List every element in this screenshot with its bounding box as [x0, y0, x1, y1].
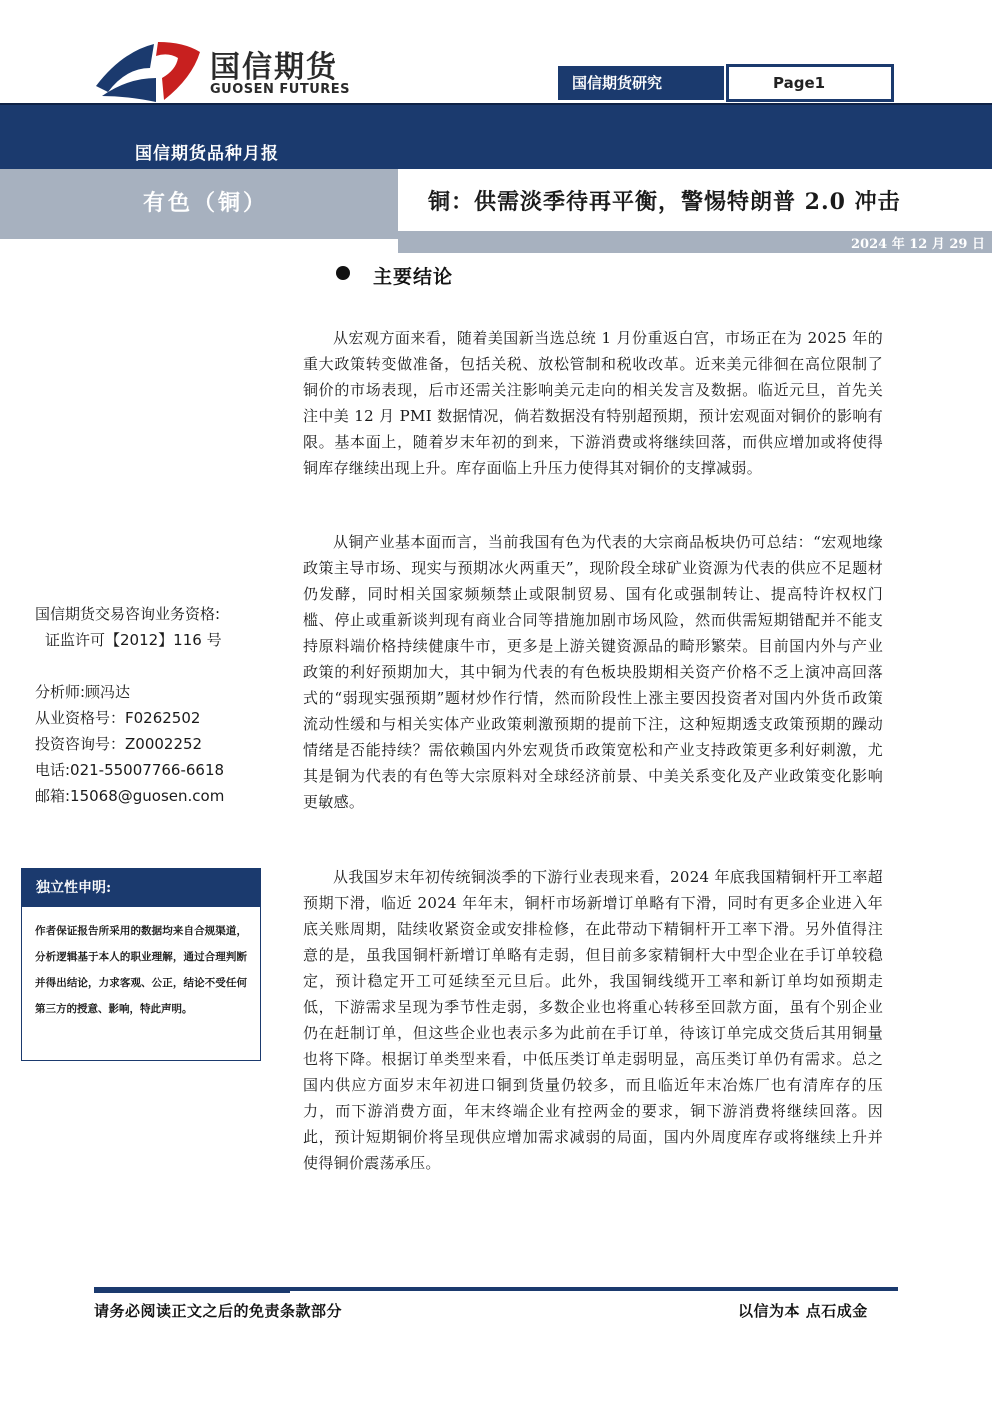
research-tag: 国信期货研究	[558, 66, 724, 100]
analyst-info	[35, 601, 285, 809]
footer-disclaimer-note: 请务必阅读正文之后的免责条款部分	[94, 1302, 343, 1320]
sector-label: 有色（铜）	[143, 190, 269, 216]
independence-title: 独立性申明:	[22, 869, 260, 907]
footer-motto: 以信为本 点石成金	[738, 1302, 868, 1320]
paragraph-macro: 从宏观方面来看，随着美国新当选总统 1 月份重返白宫，市场正在为 2025 年的重大政策转变做准备，包括关税、放松管制和税收改革。近来美元徘徊在高位限制了铜价的市场表现，后市还需关注影响美元走向的相关发言及数据。临近元旦，首先关注中美 12 月 PMI 数据情况，倘若数据没有特别超预期，预计宏观面对铜价的影响有限。基本面上，随着岁末年初的到来，下游消费或将继续回落，而供应增加或将使得铜库存继续出现上升。库存面临上升压力使得其对铜价的支撑减弱。	[303, 329, 883, 477]
brand-name-cn: 国信期货	[210, 50, 338, 85]
phone-number: 电话:021-55007766-6618	[35, 761, 225, 779]
analyst-name: 分析师:顾冯达	[35, 683, 131, 701]
advisory-number: 投资咨询号：Z0002252	[35, 735, 203, 753]
report-title: 铜：供需淡季待再平衡，警惕特朗普 2.0 冲击	[428, 189, 901, 215]
footer-divider-accent	[94, 1291, 290, 1293]
paragraph-downstream: 从我国岁末年初传统铜淡季的下游行业表现来看，2024 年底我国精铜杆开工率超预期下滑，临近 2024 年年末，铜杆市场新增订单略有下滑，同时有更多企业进入年底关账周期，陆续收紧资金或安排检修，在此带动下精铜杆开工率下滑。另外值得注意的是，虽我国铜杆新增订单略有走弱，但目前多家精铜杆大中型企业在手订单较稳定，预计稳定开工可延续至元旦后。此外，我国铜线缆开工率和新订单均如预期走低，下游需求呈现为季节性走弱，多数企业也将重心转移至回款方面，虽有个别企业仍在赶制订单，但这些企业也表示多为此前在手订单，待该订单完成交货后其用铜量也将下降。根据订单类型来看，中低压类订单走弱明显，高压类订单仍有需求。总之国内供应方面岁末年初进口铜到货量仍较多，而且临近年末冶炼厂也有清库存的压力，而下游消费方面，年末终端企业有控两金的要求，铜下游消费将继续回落。因此，预计短期铜价将呈现供应增加需求减弱的局面，国内外周度库存或将继续上升并使得铜价震荡承压。	[303, 868, 883, 1172]
independence-text: 作者保证报告所采用的数据均来自合规渠道，分析逻辑基于本人的职业理解，通过合理判断并得出结论，力求客观、公正，结论不受任何第三方的授意、影响，特此声明。	[35, 925, 247, 1015]
paragraph-fundamentals: 从铜产业基本面而言，当前我国有色为代表的大宗商品板块仍可总结：“宏观地缘政策主导市场、现实与预期冰火两重天”，现阶段全球矿业资源为代表的供应不足题材仍发酵，同时相关国家频频禁止或限制贸易、国有化或强制转让、提高特许权权门槛、停止或重新谈判现有商业合同等措施加剧市场风险，然而供需短期错配并不能支持原料端价格持续健康牛市，更多是上游关键资源品的畸形繁荣。目前国内外与产业政策的利好预期加大，其中铜为代表的有色板块股期相关资产价格不乏上演冲高回落式的“弱现实强预期”题材炒作行情，然而阶段性上涨主要因投资者对国内外货币政策流动性缓和与相关实体产业政策刺激预期的提前下注，这种短期透支政策预期的躁动情绪是否能持续？需依赖国内外宏观货币政策宽松和产业支持政策更多利好刺激，尤其是铜为代表的有色等大宗原料对全球经济前景、中美关系变化及产业政策变化影响更敏感。	[303, 533, 883, 811]
license-number: 证监许可【2012】116 号	[45, 631, 222, 649]
report-series: 国信期货品种月报	[135, 144, 279, 164]
report-date: 2024 年 12 月 29 日	[851, 237, 985, 252]
section-heading: 主要结论	[373, 266, 454, 288]
brand-name-en: GUOSEN FUTURES	[210, 82, 351, 97]
bullet-icon	[336, 266, 350, 280]
email-link[interactable]: 邮箱:15068@guosen.com	[35, 787, 225, 805]
qualification-title: 国信期货交易咨询业务资格:	[35, 605, 221, 623]
guosen-logo-icon	[92, 38, 204, 108]
practice-number: 从业资格号：F0262502	[35, 709, 201, 727]
page-label: Page1	[726, 64, 894, 102]
